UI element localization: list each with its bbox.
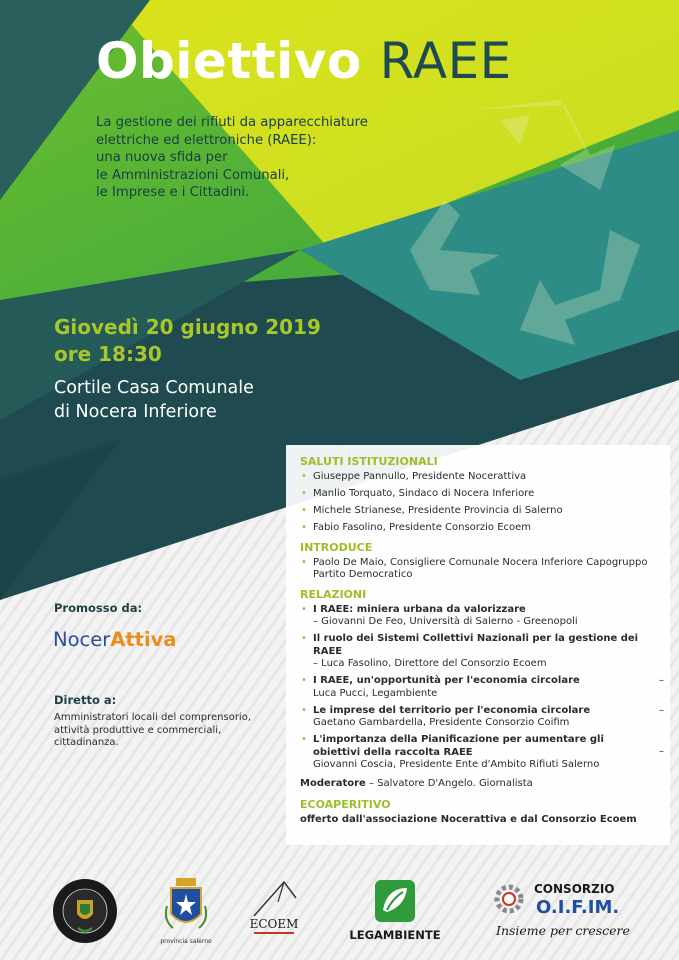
subtitle-line: le Amministrazioni Comunali,: [96, 167, 290, 183]
list-item: [300, 705, 666, 730]
list-item: • Paolo De Maio, Consigliere Comunale Nocera Inferiore Capogruppo Partito Democratico: [300, 557, 666, 582]
event-venue: [54, 376, 254, 424]
moderator-text: – Salvatore D'Angelo. Giornalista: [365, 777, 533, 789]
sponsor-logos: [0, 862, 679, 960]
coifim-tagline: Insieme per crescere: [496, 923, 630, 938]
event-datetime: [54, 314, 321, 368]
ecoem-logo: [244, 876, 304, 942]
talk-dash: –: [659, 746, 664, 757]
moderator: [300, 778, 666, 789]
list-item: • Manlio Torquato, Sindaco di Nocera Inferiore: [300, 488, 666, 501]
nocerattiva-logo: [53, 628, 177, 651]
talk-speaker: Luca Pucci, Legambiente: [313, 687, 438, 699]
coifim-top: CONSORZIO: [534, 882, 615, 896]
section-heading-relazioni: RELAZIONI: [300, 587, 367, 601]
list-item: • Giuseppe Pannullo, Presidente Nocerattiva: [300, 471, 666, 484]
legambiente-label: LEGAMBIENTE: [349, 928, 441, 942]
subtitle-line: elettriche ed elettroniche (RAEE):: [96, 132, 317, 148]
venue-line: di Nocera Inferiore: [54, 402, 217, 422]
section-heading-introduce: INTRODUCE: [300, 540, 373, 554]
event-time: ore 18:30: [54, 342, 162, 366]
legambiente-leaf-icon: [375, 880, 415, 922]
list-item: [300, 604, 666, 629]
section-heading-ecoaperitivo: ECOAPERITIVO: [300, 797, 391, 811]
program-panel: [286, 445, 670, 845]
provincia-salerno-icon: [160, 876, 212, 946]
event-date: Giovedì 20 giugno 2019: [54, 315, 321, 339]
comune-seal-icon: [52, 878, 118, 944]
title-accent: RAEE: [379, 32, 512, 90]
ecoem-label: ECOEM: [249, 917, 299, 931]
legambiente-logo: [340, 880, 450, 942]
title-main: Obiettivo: [96, 32, 362, 90]
moderator-label: Moderatore: [300, 777, 366, 789]
subtitle-line: le Imprese e i Cittadini.: [96, 185, 250, 200]
coifim-name: O.I.F.IM.: [536, 897, 620, 918]
section-heading-saluti: SALUTI ISTITUZIONALI: [300, 455, 438, 468]
logo-text-part2: Attiva: [110, 628, 177, 651]
list-item: [300, 633, 666, 671]
talk-dash: –: [659, 704, 664, 716]
subtitle-line: una nuova sfida per: [96, 150, 228, 165]
list-item: [300, 675, 666, 700]
introduce-list: [300, 557, 666, 582]
saluti-list: [300, 471, 666, 535]
audience-label: Diretto a:: [54, 693, 117, 707]
talk-title: I RAEE: miniera urbana da valorizzare: [313, 603, 526, 615]
ecoaperitivo-text: offerto dall'associazione Nocerattiva e dal Consorzio Ecoem: [300, 813, 637, 825]
page-title: [96, 32, 512, 90]
logo-text-part1: Nocer: [53, 628, 111, 651]
talk-speaker: Giovanni Coscia, Presidente Ente d'Ambito Rifiuti Salerno: [313, 759, 600, 770]
list-item: • Michele Strianese, Presidente Provincia di Salerno: [300, 505, 666, 518]
talk-speaker: Gaetano Gambardella, Presidente Consorzio Coifim: [313, 717, 570, 728]
talk-title: Il ruolo dei Sistemi Collettivi Nazionali per la gestione dei RAEE: [313, 633, 639, 657]
subtitle-line: La gestione dei rifiuti da apparecchiature: [96, 115, 368, 130]
talk-dash: –: [659, 675, 664, 686]
venue-line: Cortile Casa Comunale: [54, 378, 254, 398]
list-item: • Fabio Fasolino, Presidente Consorzio Ecoem: [300, 522, 666, 535]
audience-text: Amministratori locali del comprensorio, attività produttive e commerciali, cittadinanza.: [54, 712, 252, 748]
provincia-label: provincia salerno: [160, 938, 212, 945]
relazioni-list: [300, 604, 666, 772]
talk-speaker: – Luca Fasolino, Direttore del Consorzio Ecoem: [313, 658, 547, 669]
talk-speaker: – Giovanni De Feo, Università di Salerno - Greenopoli: [313, 616, 578, 627]
list-item: [300, 734, 666, 772]
subtitle: [96, 114, 436, 202]
talk-title: L'importanza della Pianificazione per aumentare gli obiettivi della raccolta RAEE: [313, 734, 604, 758]
coifim-logo: [490, 878, 640, 944]
gear-icon: [492, 882, 526, 916]
talk-title: Le imprese del territorio per l'economia circolare: [313, 704, 591, 716]
promoter-label: Promosso da:: [54, 601, 143, 615]
talk-title: I RAEE, un'opportunità per l'economia circolare: [313, 675, 580, 686]
